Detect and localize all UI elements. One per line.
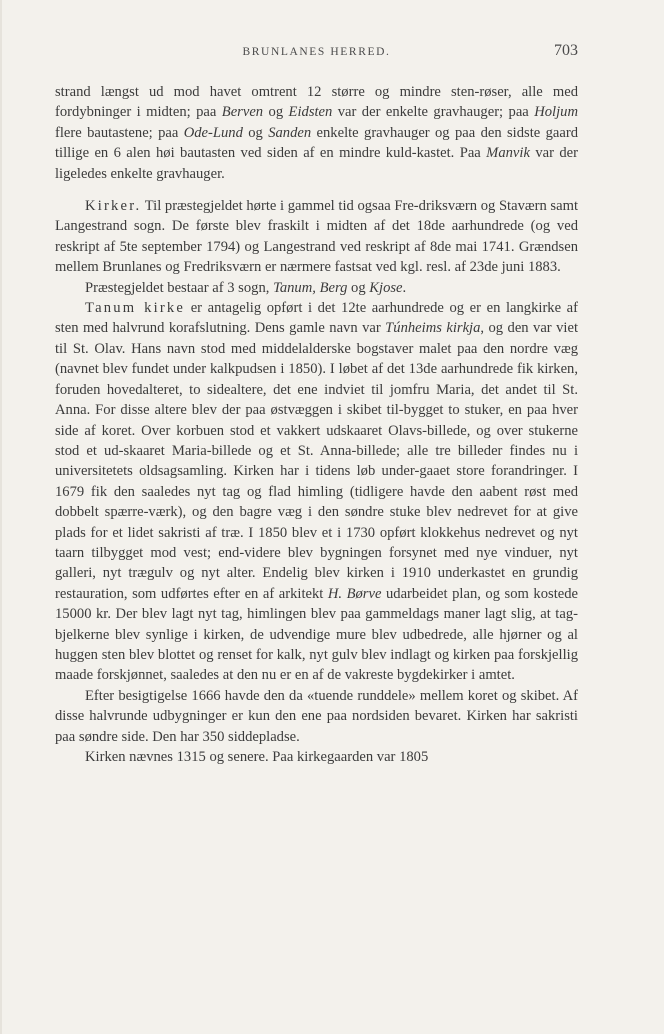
page-number: 703	[554, 42, 578, 59]
running-head: BRUNLANES HERRED.	[242, 46, 391, 58]
body-text	[55, 82, 578, 767]
paragraph-besigtigelse: Efter besigtigelse 1666 havde den da «tuende runddele» mellem koret og skibet. Af disse halvrunde udbygninger er kun den ene paa nordsiden bevaret. Kirken har sakristi paa søndre side. Den har 350 siddepladse.	[55, 687, 578, 745]
paragraph-gravhauger: strand længst ud mod havet omtrent 12 større og mindre sten-røser, alle med fordybninger i midten; paa Berven og Eidsten var der enkelte gravhauger; paa Holjum flere bautastene; paa Ode-Lund og Sanden enkelte gravhauger og paa den sidste gaard tillige en 6 alen høi bautasten ved siden af en mindre kuld-kastet. Paa Manvik var der ligeledes enkelte gravhauger.	[55, 84, 578, 182]
paragraph-tanum-kirke: Tanum kirke er antagelig opført i det 12te aarhundrede og er en langkirke af sten med halvrund korafslutning. Dens gamle navn var Túnheims kirkja, og den var viet til St. Olav. Hans navn stod med middelalderske bogstaver malet paa den nordre væg (navnet blev fundet under kalkpudsen i 1850). I løbet af det 13de aarhundrede fik kirken, foruden hovedalteret, to sidealtere, det ene indviet til jomfru Maria, det andet til St. Anna. For disse altere blev der paa østvæggen i skibet til-bygget to stuker, en paa hver side af koret. Over korbuen stod et vakkert udskaaret Olavs-billede, og over stukerne stod et ud-skaaret Maria-billede og et St. Anna-billede; alle tre billeder findes nu i universitetets oldsagsamling. Kirken har i tidens løb under-gaaet store forandringer. I 1679 fik den saaledes nyt tag og flad himling (tidligere havde den aabent røst med dobbelt spærre-værk), og den bagre væg i den søndre stuke blev nedrevet for at give plads for et lidet sakristi af træ. I 1850 blev et i 1730 opført klokkehus nedrevet og nyt taarn tilbygget mod vest; end-videre blev bygningen forsynet med nye vinduer, nyt galleri, nyt trægulv og nyt alter. Endelig blev kirken i 1910 underkastet en grundig restauration, som udførtes efter en af arkitekt H. Børve udarbeidet plan, og som kostede 15000 kr. Der blev lagt nyt tag, himlingen blev paa gammeldags maner lagt slig, at tag-bjelkerne blev synlige i kirken, de udvendige mure blev udbedrede, alle hjørner og al huggen sten blev blottet og renset for kalk, nyt gulv blev indlagt og kirken paa forskjellig maade forskjønnet, saaledes at den nu er en af de vakreste bygdekirker i amtet.	[55, 300, 579, 684]
page-header	[55, 42, 578, 66]
section-lead-kirker: Kirker.	[85, 198, 142, 215]
paragraph-kirker: Kirker. Til præstegjeldet hørte i gammel tid ogsaa Fre-driksværn og Staværn samt Langestrand sogn. De første blev fraskilt i midten af det 18de aarhundrede (og ved reskript af 5te september 1794) og Langestrand ved reskript af 8de mai 1741. Grændsen mellem Brunlanes og Fredriksværn er nærmere fastsat ved kgl. resl. af 23de juni 1883.	[55, 198, 578, 276]
paragraph-kirkegaard: Kirken nævnes 1315 og senere. Paa kirkegaarden var 1805	[85, 749, 429, 765]
section-lead-tanum: Tanum kirke	[85, 300, 186, 317]
paragraph-sogn: Præstegjeldet bestaar af 3 sogn, Tanum, Berg og Kjose.	[85, 279, 407, 296]
page-edge	[0, 0, 2, 1034]
